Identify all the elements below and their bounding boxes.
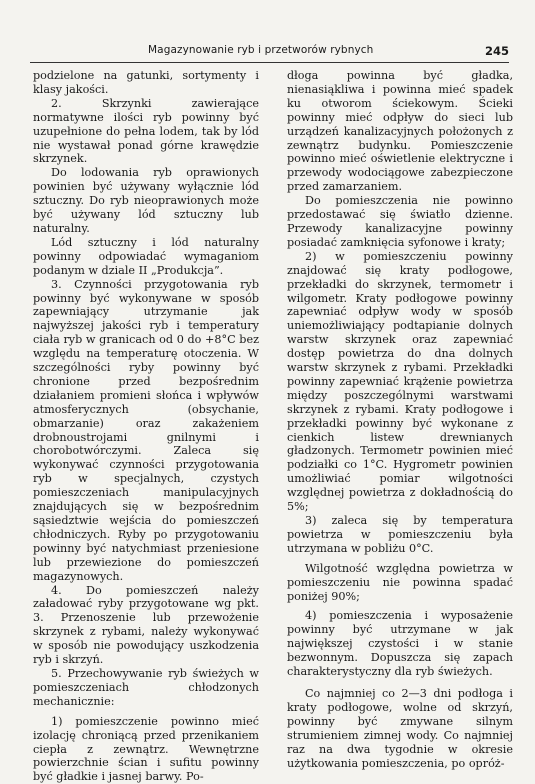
paragraph: 4) pomieszczenia i wyposażenie powinny być utrzymane w jak największej czystości i w stanie bezwonnym. Dopuszcza się zapach charakterystyczny dla ryb świeżych. xyxy=(287,609,513,679)
paragraph: 2. Skrzynki zawierające normatywne ilości ryb powinny być uzupełnione do pełna lodem, tak by lód nie wystawał ponad górne krawędzie skrzynek. xyxy=(33,96,259,166)
paragraph: 3. Czynności przygotowania ryb powinny być wykonywane w sposób zapewniający utrzymanie jak najwyższej jakości ryb i temperatury ciała ryb w granicach od 0 do +8°C bez względu na temperaturę otoczenia. W szczególności ryby powinny być chronione przed bezpośrednim działaniem promieni słońca i wpływów atmosferycznych (obsychanie, obmarzanie) oraz zakażeniem drobnoustrojami gnilnymi i chorobotwórczymi. Zaleca się wykonywać czynności przygotowania ryb w specjalnych, czystych pomieszczeniach manipulacyjnych znajdujących się w bezpośrednim sąsiedztwie wejścia do pomieszczeń chłodniczych. Ryby po przygotowaniu powinny być natychmiast przeniesione lub przewiezione do pomieszczeń magazynowych. xyxy=(33,277,259,583)
paragraph: 3) zaleca się by temperatura powietrza w pomieszczeniu była utrzymana w pobliżu 0°C. xyxy=(287,514,513,555)
paragraph: dłoga powinna być gładka, nienasiąkliwa i powinna mieć spadek ku otworom ściekowym. Ścieki powinny mieć odpływ do sieci lub urządzeń kanalizacyjnych położonych z zewnątrz budynku. Pomieszczenie powinno mieć oświetlenie elektryczne i przewody wodociągowe zabezpieczone przed zamarzaniem. xyxy=(287,69,513,194)
paragraph: Do pomieszczenia nie powinno przedostawać się światło dzienne. Przewody kanalizacyjne powinny posiadać zamknięcia syfonowe i kraty; xyxy=(287,194,513,249)
paragraph: 1) pomieszczenie powinno mieć izolację chroniącą przed przenikaniem ciepła z zewnątrz. Wewnętrzne powierzchnie ścian i sufitu powinny być gładkie i jasnej barwy. Po- xyxy=(33,714,259,784)
paragraph: 2) w pomieszczeniu powinny znajdować się kraty podłogowe, przekładki do skrzynek, termometr i wilgometr. Kraty podłogowe powinny zapewniać odpływ wody w sposób uniemożliwiający podtapianie dolnych warstw skrzynek oraz zapewniać dostęp powietrza do dna dolnych warstw skrzynek z rybami. Przekładki powinny zapewniać krążenie powietrza między poszczególnymi warstwami skrzynek z rybami. Kraty podłogowe i przekładki powinny być wykonane z cienkich listew drewnianych gładzonych. Termometr powinien mieć podziałki co 1°C. Hygrometr powinien umożliwiać pomiar wilgotności względnej powietrza z dokładnością do 5%; xyxy=(287,249,513,514)
paragraph: 5. Przechowywanie ryb świeżych w pomieszczeniach chłodzonych mechanicznie: xyxy=(33,666,259,708)
paragraph: 4. Do pomieszczeń należy załadować ryby przygotowane wg pkt. 3. Przenoszenie lub przewożenie skrzynek z rybami, należy wykonywać w sposób nie powodujący uszkodzenia ryb i skrzyń. xyxy=(33,583,259,667)
paragraph: Lód sztuczny i lód naturalny powinny odpowiadać wymaganiom podanym w dziale II „Produkcja”. xyxy=(33,235,259,277)
paragraph: Wilgotność względna powietrza w pomieszczeniu nie powinna spadać poniżej 90%; xyxy=(287,561,513,603)
header-title: Magazynowanie ryb i przetworów rybnych xyxy=(148,44,374,56)
paragraph: Co najmniej co 2—3 dni podłoga i kraty podłogowe, wolne od skrzyń, powinny być zmywane silnym strumieniem zimnej wody. Co najmniej raz na dwa tygodnie w okresie użytkowania pomieszczenia, po opróż- xyxy=(287,686,513,770)
paragraph: podzielone na gatunki, sortymenty i klasy jakości. xyxy=(33,69,259,96)
left-column xyxy=(33,69,259,784)
paragraph: Do lodowania ryb oprawionych powinien być używany wyłącznie lód sztuczny. Do ryb nieoprawionych może być używany lód sztuczny lub naturalny. xyxy=(33,166,259,235)
right-column xyxy=(287,69,513,770)
header-rule xyxy=(30,62,509,63)
page-number: 245 xyxy=(484,44,509,58)
